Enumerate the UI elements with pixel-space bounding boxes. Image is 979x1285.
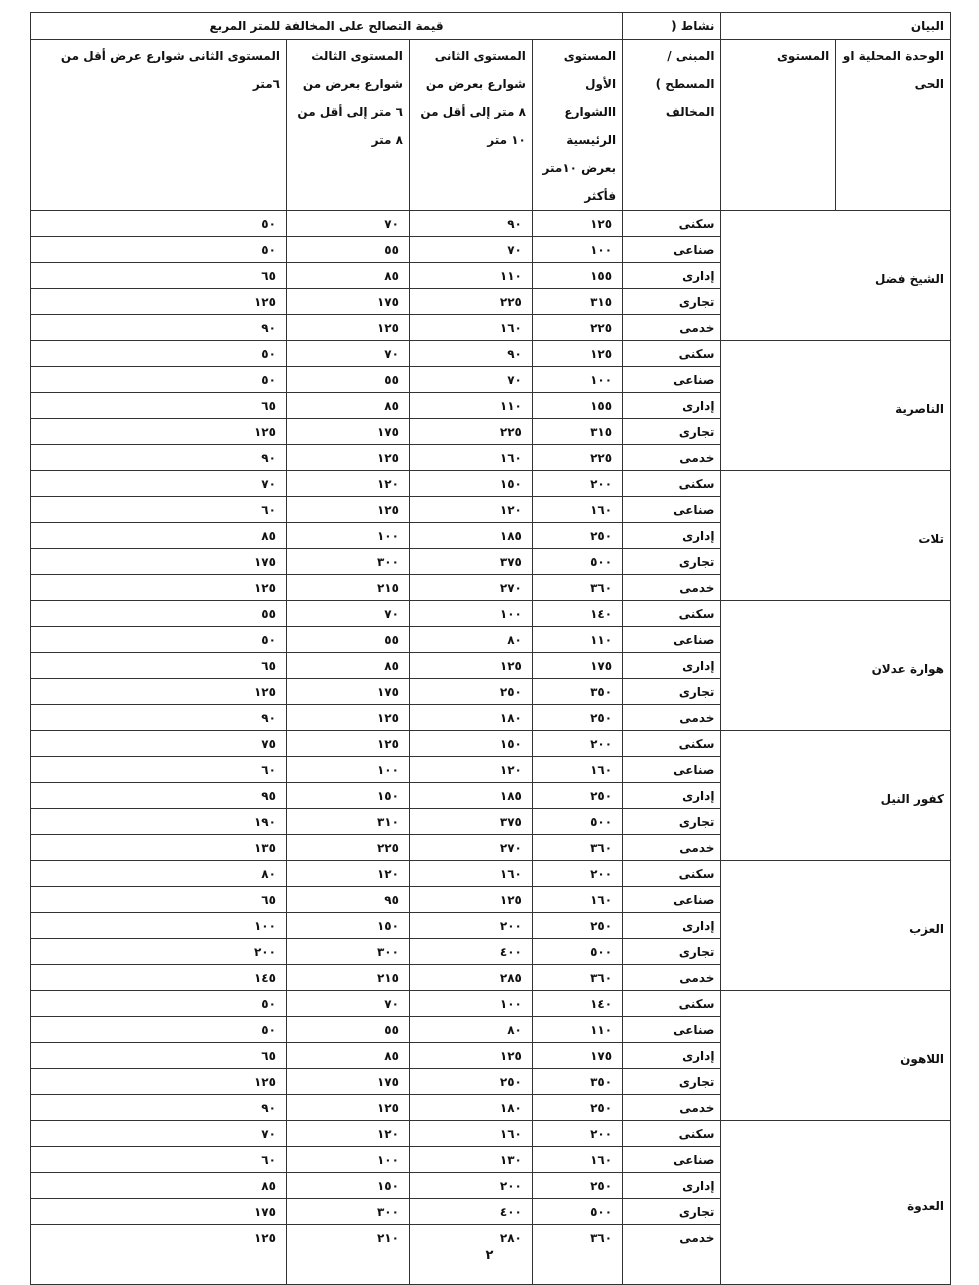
level2-value: ١٢٥ bbox=[409, 1043, 532, 1069]
level2-value: ١٠٠ bbox=[409, 991, 532, 1017]
level1-value: ٣١٥ bbox=[532, 289, 622, 315]
level1-value: ٢٥٠ bbox=[532, 705, 622, 731]
level1-value: ٢٠٠ bbox=[532, 861, 622, 887]
level1-value: ١٧٥ bbox=[532, 1043, 622, 1069]
level1-value: ٣٥٠ bbox=[532, 679, 622, 705]
activity-cell: سكنى bbox=[623, 861, 721, 887]
level4-value: ٧٠ bbox=[31, 471, 287, 497]
level2-value: ٢٢٥ bbox=[409, 419, 532, 445]
area-name: العزب bbox=[721, 861, 951, 991]
level4-value: ٦٥ bbox=[31, 263, 287, 289]
level2-value: ١٣٠ bbox=[409, 1147, 532, 1173]
level1-value: ٢٠٠ bbox=[532, 471, 622, 497]
level3-value: ١٢٥ bbox=[286, 445, 409, 471]
level4-value: ٥٠ bbox=[31, 211, 287, 237]
level4-value: ١٧٥ bbox=[31, 1199, 287, 1225]
level3-value: ٢١٠ bbox=[286, 1225, 409, 1285]
unit-header: الوحدة المحلية او الحى bbox=[836, 40, 951, 211]
activity-cell: تجارى bbox=[623, 809, 721, 835]
level2-value: ٢٧٠ bbox=[409, 835, 532, 861]
activity-cell: تجارى bbox=[623, 1199, 721, 1225]
table-row bbox=[31, 601, 951, 627]
level4-value: ٢٠٠ bbox=[31, 939, 287, 965]
level3-value: ٨٥ bbox=[286, 393, 409, 419]
area-name: الناصرية bbox=[721, 341, 951, 471]
level3-value: ١٢٠ bbox=[286, 1121, 409, 1147]
document-page bbox=[30, 12, 951, 1285]
level1-value: ٣٦٠ bbox=[532, 965, 622, 991]
level1-value: ٢٥٠ bbox=[532, 1095, 622, 1121]
level4-value: ٥٠ bbox=[31, 627, 287, 653]
activity-cell: سكنى bbox=[623, 341, 721, 367]
level1-value: ٣١٥ bbox=[532, 419, 622, 445]
level2-header: المستوى الثانى شوارع بعرض من ٨ متر إلى أقل من ١٠ متر bbox=[409, 40, 532, 211]
level3-value: ٩٥ bbox=[286, 887, 409, 913]
level1-value: ٢٠٠ bbox=[532, 1121, 622, 1147]
activity-cell: خدمى bbox=[623, 1225, 721, 1285]
activity-cell: تجارى bbox=[623, 1069, 721, 1095]
level1-value: ١٦٠ bbox=[532, 497, 622, 523]
level2-value: ٢٢٥ bbox=[409, 289, 532, 315]
level4-header: المستوى الثانى شوارع عرض أقل من ٦متر bbox=[31, 40, 287, 211]
value-title-header: قيمة التصالح على المخالفة للمتر المربع bbox=[31, 13, 623, 40]
area-name: اللاهون bbox=[721, 991, 951, 1121]
activity-cell: سكنى bbox=[623, 731, 721, 757]
area-name: تلات bbox=[721, 471, 951, 601]
activity-cell: خدمى bbox=[623, 315, 721, 341]
activity-cell: خدمى bbox=[623, 965, 721, 991]
level4-value: ٥٠ bbox=[31, 1017, 287, 1043]
activity-header-top: نشاط ( bbox=[623, 13, 721, 40]
activity-cell: تجارى bbox=[623, 289, 721, 315]
table-row bbox=[31, 341, 951, 367]
level2-value: ٣٧٥ bbox=[409, 549, 532, 575]
activity-cell: إدارى bbox=[623, 783, 721, 809]
header-row-1 bbox=[31, 13, 951, 40]
level4-value: ٥٠ bbox=[31, 237, 287, 263]
level3-value: ١٢٥ bbox=[286, 315, 409, 341]
level4-value: ٨٠ bbox=[31, 861, 287, 887]
level3-value: ٣٠٠ bbox=[286, 1199, 409, 1225]
level3-value: ٢١٥ bbox=[286, 965, 409, 991]
level2-value: ٧٠ bbox=[409, 237, 532, 263]
level2-value: ٨٠ bbox=[409, 1017, 532, 1043]
level1-value: ٢٥٠ bbox=[532, 783, 622, 809]
reconciliation-rates-table bbox=[30, 12, 951, 1285]
level3-value: ١٢٠ bbox=[286, 861, 409, 887]
level4-value: ١٢٥ bbox=[31, 289, 287, 315]
area-name: العدوة bbox=[721, 1121, 951, 1285]
level1-value: ٥٠٠ bbox=[532, 809, 622, 835]
level1-value: ٣٥٠ bbox=[532, 1069, 622, 1095]
activity-cell: سكنى bbox=[623, 211, 721, 237]
activity-cell: صناعى bbox=[623, 497, 721, 523]
area-name: هوارة عدلان bbox=[721, 601, 951, 731]
activity-cell: سكنى bbox=[623, 991, 721, 1017]
level2-value: ٢٧٠ bbox=[409, 575, 532, 601]
level3-value: ٣٠٠ bbox=[286, 549, 409, 575]
activity-cell: صناعى bbox=[623, 1147, 721, 1173]
level4-value: ١٧٥ bbox=[31, 549, 287, 575]
level3-value: ٧٠ bbox=[286, 991, 409, 1017]
activity-cell: صناعى bbox=[623, 887, 721, 913]
level4-value: ٩٥ bbox=[31, 783, 287, 809]
level4-value: ٦٥ bbox=[31, 653, 287, 679]
activity-cell: خدمى bbox=[623, 835, 721, 861]
area-name: كفور النيل bbox=[721, 731, 951, 861]
level1-value: ٣٦٠ bbox=[532, 835, 622, 861]
level3-value: ٥٥ bbox=[286, 1017, 409, 1043]
level2-value: ٢٨٠ bbox=[409, 1225, 532, 1285]
level1-value: ١٢٥ bbox=[532, 341, 622, 367]
level1-value: ١٤٠ bbox=[532, 601, 622, 627]
activity-cell: سكنى bbox=[623, 1121, 721, 1147]
level2-value: ٢٠٠ bbox=[409, 913, 532, 939]
level2-value: ٢٥٠ bbox=[409, 1069, 532, 1095]
level1-value: ١٥٥ bbox=[532, 263, 622, 289]
level4-value: ١٢٥ bbox=[31, 1069, 287, 1095]
level3-value: ٥٥ bbox=[286, 237, 409, 263]
level1-value: ٣٦٠ bbox=[532, 575, 622, 601]
level3-value: ١٧٥ bbox=[286, 1069, 409, 1095]
level1-value: ١٧٥ bbox=[532, 653, 622, 679]
level4-value: ٩٠ bbox=[31, 705, 287, 731]
activity-cell: إدارى bbox=[623, 1173, 721, 1199]
header-row-2 bbox=[31, 40, 951, 211]
activity-cell: إدارى bbox=[623, 653, 721, 679]
level4-value: ٦٥ bbox=[31, 887, 287, 913]
level2-value: ٣٧٥ bbox=[409, 809, 532, 835]
level4-value: ١٢٥ bbox=[31, 575, 287, 601]
level4-value: ٦٥ bbox=[31, 393, 287, 419]
level1-value: ١٦٠ bbox=[532, 1147, 622, 1173]
activity-cell: خدمى bbox=[623, 1095, 721, 1121]
level1-value: ١٤٠ bbox=[532, 991, 622, 1017]
level3-value: ٥٥ bbox=[286, 627, 409, 653]
activity-cell: صناعى bbox=[623, 1017, 721, 1043]
level1-value: ٣٦٠ bbox=[532, 1225, 622, 1285]
level1-value: ٢٠٠ bbox=[532, 731, 622, 757]
activity-cell: خدمى bbox=[623, 575, 721, 601]
activity-cell: إدارى bbox=[623, 523, 721, 549]
activity-cell: صناعى bbox=[623, 367, 721, 393]
level2-value: ١٦٠ bbox=[409, 861, 532, 887]
level4-value: ٩٠ bbox=[31, 445, 287, 471]
activity-cell: صناعى bbox=[623, 757, 721, 783]
activity-cell: تجارى bbox=[623, 679, 721, 705]
level4-value: ٥٠ bbox=[31, 991, 287, 1017]
level3-value: ١٧٥ bbox=[286, 679, 409, 705]
level1-value: ٥٠٠ bbox=[532, 939, 622, 965]
activity-cell: تجارى bbox=[623, 549, 721, 575]
table-row bbox=[31, 471, 951, 497]
table-row bbox=[31, 731, 951, 757]
level2-value: ٩٠ bbox=[409, 211, 532, 237]
level3-header: المستوى الثالث شوارع بعرض من ٦ متر إلى أقل من ٨ متر bbox=[286, 40, 409, 211]
activity-cell: إدارى bbox=[623, 1043, 721, 1069]
level3-value: ١٠٠ bbox=[286, 1147, 409, 1173]
level2-value: ١٦٠ bbox=[409, 445, 532, 471]
activity-cell: خدمى bbox=[623, 445, 721, 471]
level1-value: ٢٥٠ bbox=[532, 913, 622, 939]
level2-value: ١١٠ bbox=[409, 263, 532, 289]
level1-value: ١٥٥ bbox=[532, 393, 622, 419]
level4-value: ١٢٥ bbox=[31, 679, 287, 705]
level1-value: ٢٥٠ bbox=[532, 523, 622, 549]
level1-value: ١١٠ bbox=[532, 627, 622, 653]
level2-value: ٤٠٠ bbox=[409, 939, 532, 965]
level4-value: ٨٥ bbox=[31, 1173, 287, 1199]
level4-value: ٥٥ bbox=[31, 601, 287, 627]
level3-value: ١٢٥ bbox=[286, 497, 409, 523]
level1-value: ١٢٥ bbox=[532, 211, 622, 237]
activity-cell: صناعى bbox=[623, 237, 721, 263]
activity-cell: تجارى bbox=[623, 939, 721, 965]
level3-value: ٣٠٠ bbox=[286, 939, 409, 965]
level4-value: ٦٠ bbox=[31, 1147, 287, 1173]
level3-value: ٢١٥ bbox=[286, 575, 409, 601]
level2-value: ١٦٠ bbox=[409, 1121, 532, 1147]
level4-value: ١٢٥ bbox=[31, 1225, 287, 1285]
activity-cell: صناعى bbox=[623, 627, 721, 653]
level4-value: ١٣٥ bbox=[31, 835, 287, 861]
level1-value: ٥٠٠ bbox=[532, 1199, 622, 1225]
level3-value: ٢٢٥ bbox=[286, 835, 409, 861]
level1-value: ٢٢٥ bbox=[532, 315, 622, 341]
level2-value: ١٢٠ bbox=[409, 757, 532, 783]
level-header: المستوى bbox=[721, 40, 836, 211]
level1-value: ٥٠٠ bbox=[532, 549, 622, 575]
level3-value: ١٢٥ bbox=[286, 705, 409, 731]
level3-value: ١٥٠ bbox=[286, 1173, 409, 1199]
page-number: ٢ bbox=[485, 1248, 494, 1263]
level2-value: ١٢٥ bbox=[409, 653, 532, 679]
level2-value: ١٢٠ bbox=[409, 497, 532, 523]
level4-value: ٥٠ bbox=[31, 341, 287, 367]
level2-value: ١٥٠ bbox=[409, 471, 532, 497]
level3-value: ١٥٠ bbox=[286, 783, 409, 809]
level4-value: ٥٠ bbox=[31, 367, 287, 393]
level2-value: ١٥٠ bbox=[409, 731, 532, 757]
level4-value: ٩٠ bbox=[31, 315, 287, 341]
level3-value: ١٢٥ bbox=[286, 731, 409, 757]
activity-cell: إدارى bbox=[623, 263, 721, 289]
level2-value: ٢٨٥ bbox=[409, 965, 532, 991]
level4-value: ٦٠ bbox=[31, 757, 287, 783]
level4-value: ٦٥ bbox=[31, 1043, 287, 1069]
area-name: الشيخ فضل bbox=[721, 211, 951, 341]
table-row bbox=[31, 861, 951, 887]
level1-value: ١٦٠ bbox=[532, 757, 622, 783]
level2-value: ١١٠ bbox=[409, 393, 532, 419]
level2-value: ١٢٥ bbox=[409, 887, 532, 913]
level3-value: ١٧٥ bbox=[286, 419, 409, 445]
level1-value: ٢٢٥ bbox=[532, 445, 622, 471]
activity-cell: خدمى bbox=[623, 705, 721, 731]
level4-value: ٩٠ bbox=[31, 1095, 287, 1121]
level1-value: ١٦٠ bbox=[532, 887, 622, 913]
level3-value: ٧٠ bbox=[286, 211, 409, 237]
level3-value: ١٥٠ bbox=[286, 913, 409, 939]
level4-value: ٧٥ bbox=[31, 731, 287, 757]
level4-value: ٨٥ bbox=[31, 523, 287, 549]
level4-value: ٧٠ bbox=[31, 1121, 287, 1147]
level4-value: ٦٠ bbox=[31, 497, 287, 523]
activity-cell: إدارى bbox=[623, 913, 721, 939]
activity-header: المبنى / المسطح ) المخالف bbox=[623, 40, 721, 211]
activity-cell: تجارى bbox=[623, 419, 721, 445]
level3-value: ٨٥ bbox=[286, 263, 409, 289]
activity-cell: سكنى bbox=[623, 471, 721, 497]
level3-value: ٣١٠ bbox=[286, 809, 409, 835]
level2-value: ١٨٠ bbox=[409, 705, 532, 731]
level4-value: ١٩٠ bbox=[31, 809, 287, 835]
level3-value: ٥٥ bbox=[286, 367, 409, 393]
level3-value: ١٢٥ bbox=[286, 1095, 409, 1121]
level3-value: ١٧٥ bbox=[286, 289, 409, 315]
level3-value: ١٢٠ bbox=[286, 471, 409, 497]
level3-value: ٧٠ bbox=[286, 341, 409, 367]
level3-value: ١٠٠ bbox=[286, 523, 409, 549]
level2-value: ١٠٠ bbox=[409, 601, 532, 627]
level2-value: ٧٠ bbox=[409, 367, 532, 393]
level2-value: ١٨٠ bbox=[409, 1095, 532, 1121]
level4-value: ١٤٥ bbox=[31, 965, 287, 991]
level1-header: المستوى الأول االشوارع الرئيسية بعرض ١٠متر فأكثر bbox=[532, 40, 622, 211]
level4-value: ١٢٥ bbox=[31, 419, 287, 445]
table-row bbox=[31, 211, 951, 237]
activity-cell: سكنى bbox=[623, 601, 721, 627]
level1-value: ١٠٠ bbox=[532, 237, 622, 263]
level2-value: ٨٠ bbox=[409, 627, 532, 653]
level1-value: ١٠٠ bbox=[532, 367, 622, 393]
level4-value: ١٠٠ bbox=[31, 913, 287, 939]
level2-value: ٤٠٠ bbox=[409, 1199, 532, 1225]
level2-value: ١٦٠ bbox=[409, 315, 532, 341]
activity-cell: إدارى bbox=[623, 393, 721, 419]
table-row bbox=[31, 1121, 951, 1147]
level2-value: ٩٠ bbox=[409, 341, 532, 367]
level2-value: ١٨٥ bbox=[409, 783, 532, 809]
table-row bbox=[31, 991, 951, 1017]
level3-value: ٨٥ bbox=[286, 1043, 409, 1069]
level3-value: ٧٠ bbox=[286, 601, 409, 627]
bayan-header: البيان bbox=[721, 13, 951, 40]
level2-value: ٢٥٠ bbox=[409, 679, 532, 705]
level2-value: ٢٠٠ bbox=[409, 1173, 532, 1199]
level1-value: ١١٠ bbox=[532, 1017, 622, 1043]
level1-value: ٢٥٠ bbox=[532, 1173, 622, 1199]
level2-value: ١٨٥ bbox=[409, 523, 532, 549]
level3-value: ١٠٠ bbox=[286, 757, 409, 783]
level3-value: ٨٥ bbox=[286, 653, 409, 679]
table-body bbox=[31, 13, 951, 1285]
